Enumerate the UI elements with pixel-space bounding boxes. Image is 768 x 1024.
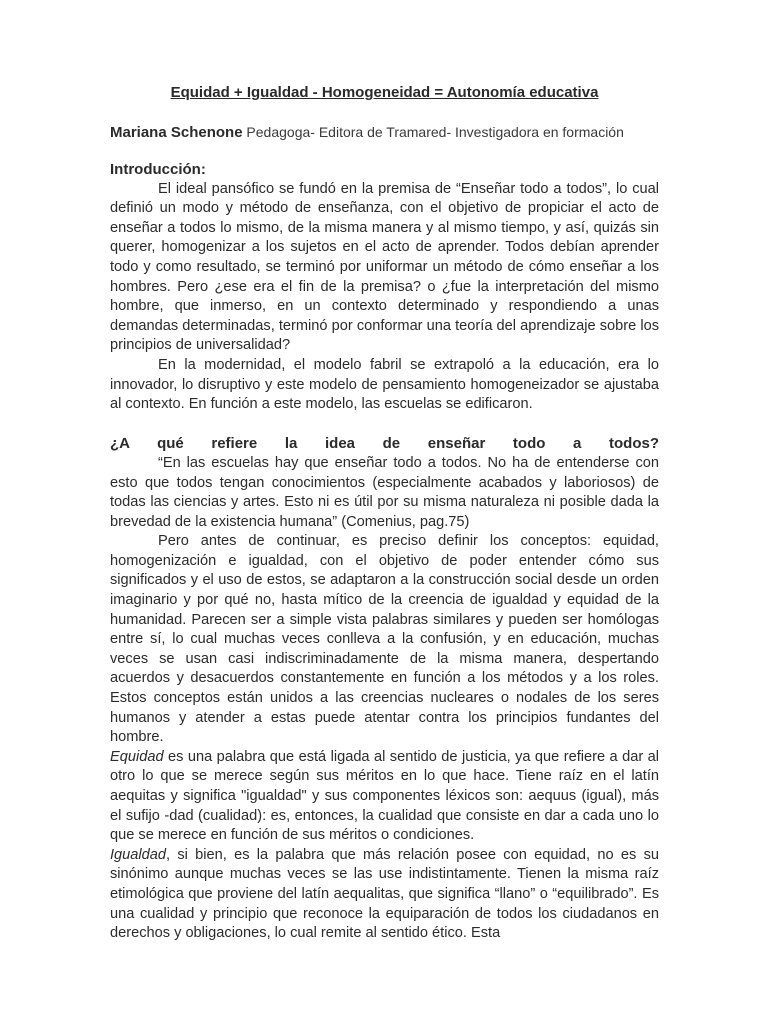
intro-paragraph-2: En la modernidad, el modelo fabril se extrapoló a la educación, era lo innovador, lo disruptivo y este modelo de pensamiento homogeneizador se ajustaba al contexto. En función a este modelo, las escuelas se edificaron. [110, 356, 659, 413]
section-heading: ¿A qué refiere la idea de enseñar todo a todos? [110, 435, 659, 453]
document-title: Equidad + Igualdad - Homogeneidad = Autonomía educativa [170, 84, 599, 101]
igualdad-text: , si bien, es la palabra que más relación posee con equidad, no es su sinónimo aunque muchas veces se las use indistintamente. Tienen la misma raíz etimológica que proviene del latín aequalitas, que significa “llano” o “equilibrado”. Es una cualidad y principio que reconoce la equiparación de todos los ciudadanos en derechos y obligaciones, lo cual remite al sentido ético. Esta [110, 846, 659, 942]
author-line [110, 122, 659, 143]
intro-heading: Introducción: [110, 161, 206, 178]
igualdad-term: Igualdad [110, 846, 166, 863]
igualdad-paragraph [110, 846, 659, 944]
equidad-term: Equidad [110, 748, 164, 765]
comenius-quote: “En las escuelas hay que enseñar todo a todos. No ha de entenderse con esto que todos tengan conocimientos (especialmente acabados y laboriosos) de todas las ciencias y artes. Esto ni es útil por su misma naturaleza ni posible dada la brevedad de la existencia humana” (Comenius, pag.75) [110, 454, 659, 530]
equidad-paragraph [110, 748, 659, 846]
section-paragraph-1: Pero antes de continuar, es preciso definir los conceptos: equidad, homogenización e igualdad, con el objetivo de poder entender cómo sus significados y el uso de estos, se adaptaron a la construcción social desde un orden imaginario y por qué no, hasta mítico de la creencia de igualdad y equidad de la humanidad. Parecen ser a simple vista palabras similares y pueden ser homólogas entre sí, lo cual muchas veces conlleva a la confusión, y en educación, muchas veces se usan casi indiscriminadamente de la misma manera, despertando acuerdos y desacuerdos constantemente en función a los métodos y a los roles. Estos conceptos están unidos a las creencias nucleares o nodales de los seres humanos y atender a estas puede atentar contra los principios fundantes del hombre. [110, 533, 659, 746]
intro-paragraph-1: El ideal pansófico se fundó en la premisa de “Enseñar todo a todos”, lo cual definió un modo y método de enseñanza, con el objetivo de propiciar el acto de enseñar a todos lo mismo, de la misma manera y al mismo tiempo, y así, quizás sin querer, homogenizar a los sujetos en el acto de aprender. Todos debían aprender todo y como resultado, se terminó por uniformar un método de cómo enseñar a los hombres. Pero ¿ese era el fin de la premisa? o ¿fue la interpretación del mismo hombre, que inmerso, en un contexto determinado y respondiendo a unas demandas determinadas, terminó por conformar una teoría del aprendizaje sobre los principios de universalidad? [110, 180, 659, 354]
author-role: Pedagoga- Editora de Tramared- Investigadora en formación [242, 124, 624, 140]
author-name: Mariana Schenone [110, 124, 243, 141]
equidad-text: es una palabra que está ligada al sentido de justicia, ya que refiere a dar al otro lo que se merece según sus méritos en lo que hace. Tiene raíz en el latín aequitas y significa "igualdad" y sus componentes léxicos son: aequus (igual), más el sufijo -dad (cualidad): es, entonces, la cualidad que consiste en dar a cada uno lo que se merece en función de sus méritos o condiciones. [110, 748, 659, 844]
paragraph-gap [110, 415, 659, 435]
